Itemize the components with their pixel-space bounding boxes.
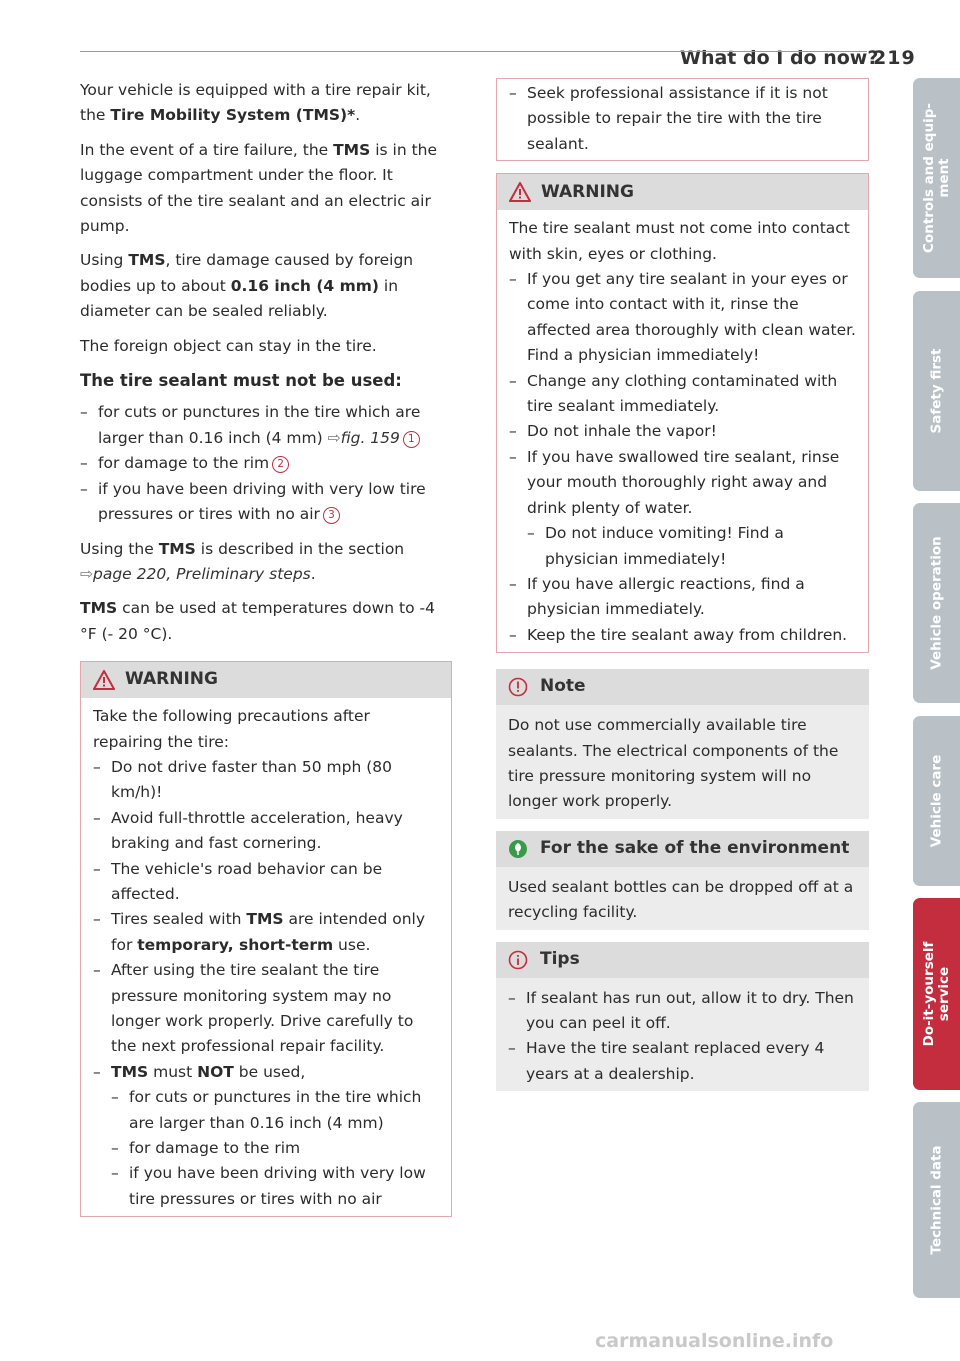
circled-number-icon: 3 [323,507,340,524]
page-ref: page 220, Preliminary steps [93,564,311,583]
bold-term: Tire Mobility System (TMS)* [110,106,356,125]
tab-label: Vehicle care [928,754,944,848]
header-rule [80,51,867,52]
bold-term: TMS [246,910,284,929]
page-link[interactable] [80,565,311,583]
tab-controls-and-equipment[interactable] [913,78,960,278]
text: use. [333,935,371,954]
warning-list [509,267,856,648]
bold-term: TMS [111,1062,149,1081]
bold-term: temporary, short-term [137,935,334,954]
text: Tires sealed with [111,910,247,929]
list-item: – Change any clothing contaminated with tire sealant immediately. [509,369,856,420]
leaf-icon [508,839,528,859]
list-item [80,477,452,528]
tab-label: Vehicle operation [928,536,944,670]
list-item: – Keep the tire sealant away from children. [509,623,856,648]
bold-term: TMS [128,251,166,270]
list-item [80,400,452,451]
text: Your vehicle is equipped with a tire repair kit, the [80,81,431,125]
text: must [148,1062,198,1081]
bold-term: TMS [80,599,118,618]
warning-box [496,173,869,653]
info-circle-icon [508,950,528,970]
warning-header [81,662,451,698]
tab-label: Do-it-yourself service [920,941,952,1047]
text: . [310,564,316,583]
note-title: Note [540,676,586,697]
tips-list [508,986,857,1088]
environment-body: Used sealant bottles can be dropped off at a recycling facility. [496,867,869,930]
list-item [93,907,439,958]
list-item: – If you get any tire sealant in your eyes or come into contact with it, rinse the affected area thoroughly with clean water. Find a physician immediately! [509,267,856,369]
warning-triangle-icon [509,182,531,202]
page-header-title: What do I do now? [680,47,879,69]
tab-label: Technical data [928,1145,944,1255]
warning-sublist [111,1085,439,1212]
warning-intro: Take the following precautions after repairing the tire: [93,707,370,751]
list-item [80,451,452,476]
tab-technical-data[interactable] [913,1102,960,1298]
list-item: – if you have been driving with very low tire pressures or tires with no air [111,1161,439,1212]
text: in diameter can be sealed reliably. [80,276,399,321]
tab-vehicle-operation[interactable] [913,503,960,703]
list-item: – After using the tire sealant the tire pressure monitoring system may no longer work properly. Drive carefully to the next professional repair facility. [93,958,439,1060]
tips-body [496,978,869,1092]
warning-list [93,755,439,1212]
note-box [496,669,869,819]
warning-body [81,698,451,1216]
left-column [80,78,452,1217]
text: If you have swallowed tire sealant, rinse your mouth thoroughly right away and drink plenty of water. [527,447,840,517]
right-column [496,78,869,1091]
text: are intended only for [111,910,425,954]
note-body: Do not use commercially available tire sealants. The electrical components of the tire pressure monitoring system will no longer work properly. [496,705,869,819]
not-used-list [80,400,452,527]
warning-sublist [527,521,856,572]
list-item: – Do not inhale the vapor! [509,419,856,444]
text: for cuts or punctures in the tire which are larger than 0.16 inch (4 mm) [98,403,421,447]
tab-label: Controls and equip- ment [920,103,952,253]
list-item: – Do not induce vomiting! Find a physician immediately! [527,521,856,572]
text: can be used at temperatures down to -4 °F (- 20 °C). [80,599,435,643]
list-item: – Avoid full-throttle acceleration, heavy braking and fast cornering. [93,806,439,857]
note-header [496,669,869,705]
tips-title: Tips [540,948,580,969]
list-item [93,1060,439,1212]
tab-safety-first[interactable] [913,291,960,491]
section-heading: The tire sealant must not be used: [80,371,402,391]
text: if you have been driving with very low tire pressures or tires with no air [98,479,426,524]
tab-do-it-yourself-service[interactable] [913,898,960,1090]
list-item: – If you have allergic reactions, find a physician immediately. [509,572,856,623]
environment-header [496,831,869,867]
bold-term: TMS [333,140,371,159]
continued-list [509,81,856,157]
text: is described in the section [195,539,405,558]
text: Using the [80,539,159,558]
tab-vehicle-care[interactable] [913,716,960,886]
list-item: – Have the tire sealant replaced every 4 years at a dealership. [508,1036,857,1087]
temperature-paragraph [80,596,452,647]
location-paragraph [80,138,452,240]
exclamation-circle-icon [508,677,528,697]
list-item: – Do not drive faster than 50 mph (80 km/h)! [93,755,439,806]
environment-box [496,831,869,930]
list-item: – The vehicle's road behavior can be affected. [93,857,439,908]
bold-term: TMS [158,539,196,558]
figure-link[interactable] [328,429,400,447]
intro-paragraph [80,78,452,129]
watermark: carmanualsonline.info [595,1330,834,1352]
text: for damage to the rim [98,454,270,473]
warning-body [497,210,868,652]
text: In the event of a tire failure, the [80,140,334,159]
capability-paragraph [80,248,452,324]
warning-box [80,661,452,1217]
tips-header [496,942,869,978]
arrow-right-icon: ⇨ [327,428,341,447]
text: , tire damage caused by foreign bodies up to about [80,251,414,295]
text: be used, [233,1062,306,1081]
text: is in the luggage compartment under the floor. It consists of the tire sealant and an electric air pump. [80,140,438,236]
list-item [509,445,856,572]
environment-title: For the sake of the environment [540,838,850,859]
tips-box [496,942,869,1092]
text: . [355,106,361,125]
warning-intro: The tire sealant must not come into contact with skin, eyes or clothing. [509,219,850,263]
list-item: – for cuts or punctures in the tire which are larger than 0.16 inch (4 mm) [111,1085,439,1136]
bold-term: 0.16 inch (4 mm) [230,276,379,295]
continued-warning-box [496,78,869,161]
tab-label: Safety first [928,348,944,434]
figure-ref: fig. 159 [340,428,400,447]
warning-title: WARNING [541,181,634,202]
warning-triangle-icon [93,670,115,690]
list-item: – Seek professional assistance if it is not possible to repair the tire with the tire sealant. [509,81,856,157]
page-number: 219 [873,47,916,69]
bold-term: NOT [197,1062,234,1081]
section-ref-paragraph [80,537,452,588]
circled-number-icon: 2 [272,456,289,473]
arrow-right-icon: ⇨ [80,564,93,583]
foreign-object-paragraph: The foreign object can stay in the tire. [80,336,377,355]
circled-number-icon: 1 [403,431,420,448]
warning-title: WARNING [125,669,218,690]
warning-header [497,174,868,210]
list-item: – for damage to the rim [111,1136,439,1161]
text: Using [80,251,129,270]
list-item: – If sealant has run out, allow it to dry. Then you can peel it off. [508,986,857,1037]
